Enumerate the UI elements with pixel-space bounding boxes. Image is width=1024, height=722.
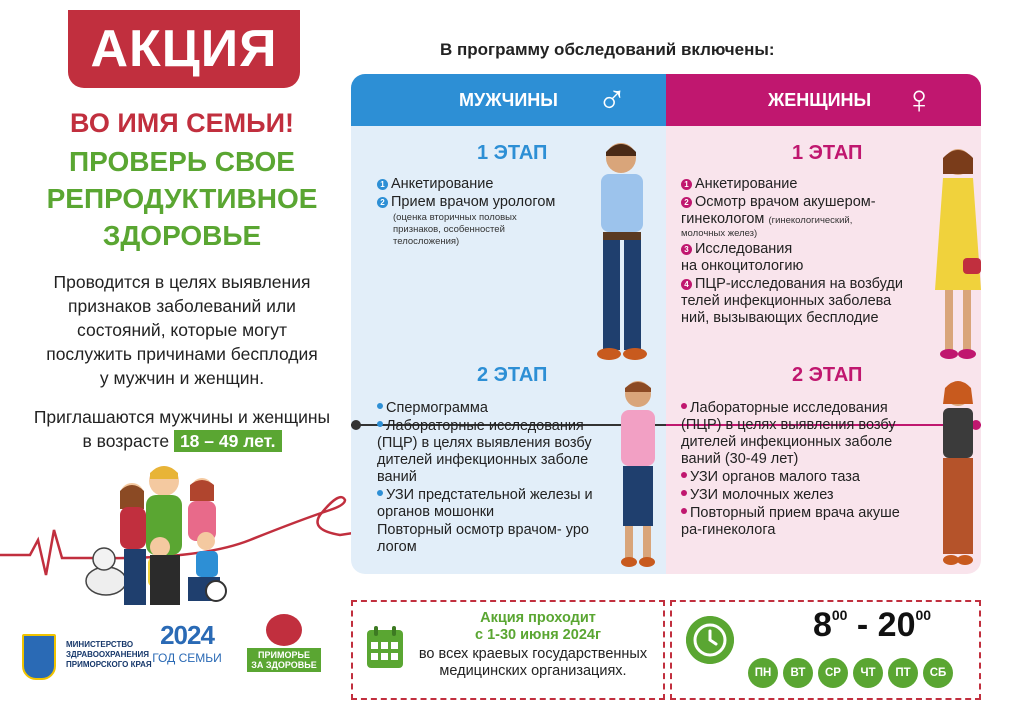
list-item-text: Повторный прием врача акуше bbox=[690, 505, 900, 521]
woman-illustration bbox=[933, 140, 981, 362]
number-badge: 4 bbox=[681, 279, 692, 290]
family-illustration bbox=[84, 455, 244, 615]
weekdays bbox=[748, 658, 953, 688]
note-line: молочных желез) bbox=[681, 228, 758, 239]
day-badge: ВТ bbox=[783, 658, 813, 688]
dates-box bbox=[351, 600, 665, 700]
list-item bbox=[377, 400, 617, 417]
list-item-text: ваний (30-49 лет) bbox=[681, 451, 799, 467]
list-item bbox=[681, 487, 921, 504]
locations-line: медицинских организациях. bbox=[439, 663, 627, 679]
list-item bbox=[377, 176, 607, 193]
men-stage1-title: 1 ЭТАП bbox=[477, 142, 548, 164]
ministry-name-line: МИНИСТЕРСТВО bbox=[66, 640, 134, 649]
list-item-text: Прием врачом урологом bbox=[391, 194, 556, 210]
day-badge: ПН bbox=[748, 658, 778, 688]
list-item bbox=[681, 400, 921, 468]
primorye-health-logo bbox=[244, 614, 324, 684]
number-badge: 3 bbox=[681, 244, 692, 255]
dates-line: Акция проходит bbox=[480, 610, 596, 626]
note-line: телосложения) bbox=[393, 236, 460, 247]
promo-dates bbox=[423, 610, 653, 644]
description-line: состояний, которые могут bbox=[77, 320, 287, 340]
list-item-text: дителей инфекционных заболе bbox=[377, 452, 589, 468]
list-item bbox=[681, 469, 921, 486]
male-symbol-icon: ♂ bbox=[597, 78, 627, 122]
slogan-family: ВО ИМЯ СЕМЬИ! bbox=[70, 108, 294, 138]
women-header-label: ЖЕНЩИНЫ bbox=[768, 90, 872, 110]
day-badge: ПТ bbox=[888, 658, 918, 688]
promo-badge: АКЦИЯ bbox=[68, 10, 300, 88]
list-item-text: Анкетирование bbox=[391, 176, 494, 192]
bullet-icon bbox=[681, 490, 687, 496]
hours-end: 20 bbox=[877, 606, 916, 644]
description-line: признаков заболеваний или bbox=[68, 296, 296, 316]
invitation-prefix: в возрасте bbox=[82, 431, 170, 451]
list-item-text: ний, вызывающих бесплодие bbox=[681, 310, 879, 326]
list-item-text: Лабораторные исследования bbox=[386, 418, 584, 434]
list-item-text: телей инфекционных заболева bbox=[681, 293, 892, 309]
bullet-icon bbox=[377, 403, 383, 409]
slogan-line: ЗДОРОВЬЕ bbox=[102, 220, 262, 251]
list-item bbox=[377, 194, 607, 211]
number-badge: 2 bbox=[681, 197, 692, 208]
program-title: В программу обследований включены: bbox=[440, 40, 775, 59]
day-badge: ЧТ bbox=[853, 658, 883, 688]
ministry-name-line: ЗДРАВООХРАНЕНИЯ bbox=[66, 650, 149, 659]
invitation bbox=[12, 405, 352, 453]
list-item-text: органов мошонки bbox=[377, 504, 495, 520]
number-badge: 1 bbox=[377, 179, 388, 190]
man-illustration bbox=[583, 136, 663, 362]
list-item-text: УЗИ предстательной железы и bbox=[386, 487, 593, 503]
list-item bbox=[377, 487, 617, 521]
women-stage1-title: 1 ЭТАП bbox=[792, 142, 863, 164]
list-item bbox=[681, 176, 911, 193]
list-item-text: ра-гинеколога bbox=[681, 522, 776, 538]
day-badge: СР bbox=[818, 658, 848, 688]
women-stage2-list bbox=[681, 400, 921, 540]
men-stage1-list bbox=[377, 176, 607, 249]
list-item-text: Лабораторные исследования bbox=[690, 400, 888, 416]
invitation-line bbox=[12, 429, 352, 453]
apple-icon bbox=[266, 614, 302, 646]
list-item-text: дителей инфекционных заболе bbox=[681, 434, 893, 450]
number-badge: 1 bbox=[681, 179, 692, 190]
women-header bbox=[666, 74, 981, 126]
hours-box bbox=[670, 600, 981, 700]
list-note bbox=[377, 212, 607, 248]
list-item-text: логом bbox=[377, 539, 417, 555]
primorye-caption-line: ПРИМОРЬЕ bbox=[258, 650, 310, 660]
note-line: признаков, особенностей bbox=[393, 224, 505, 235]
working-hours bbox=[772, 606, 972, 645]
boy-illustration bbox=[613, 374, 663, 570]
description-line: Проводится в целях выявления bbox=[53, 272, 311, 292]
bullet-icon bbox=[681, 508, 687, 514]
list-item-text: Анкетирование bbox=[695, 176, 798, 192]
description-line: у мужчин и женщин. bbox=[99, 368, 265, 388]
bullet-icon bbox=[377, 490, 383, 496]
list-item-text: (ПЦР) в целях выявления возбу bbox=[681, 417, 896, 433]
men-header-label: МУЖЧИНЫ bbox=[459, 90, 558, 110]
age-range-badge: 18 – 49 лет. bbox=[174, 430, 282, 452]
hours-end-minutes: 00 bbox=[915, 607, 932, 623]
list-item bbox=[681, 241, 911, 275]
clock-icon bbox=[686, 616, 734, 664]
women-stage1-list bbox=[681, 176, 911, 328]
year-number: 2024 bbox=[160, 620, 214, 650]
men-stage2-list bbox=[377, 400, 617, 557]
list-item-text: УЗИ молочных желез bbox=[690, 487, 834, 503]
bullet-icon bbox=[681, 403, 687, 409]
primorye-caption bbox=[247, 648, 321, 672]
year-of-family-logo bbox=[147, 620, 227, 680]
coat-of-arms-icon bbox=[22, 634, 56, 680]
primorye-caption-line: ЗА ЗДОРОВЬЕ bbox=[251, 660, 317, 670]
ministry-name-line: ПРИМОРСКОГО КРАЯ bbox=[66, 660, 152, 669]
girl-illustration bbox=[933, 374, 981, 570]
list-item-text: (ПЦР) в целях выявления возбу bbox=[377, 435, 592, 451]
female-symbol-icon: ♀ bbox=[904, 78, 934, 122]
list-item bbox=[377, 418, 617, 486]
promo-locations bbox=[403, 646, 663, 680]
list-item-text: Повторный осмотр врачом- уро bbox=[377, 522, 589, 538]
locations-line: во всех краевых государственных bbox=[418, 646, 648, 662]
bullet-icon bbox=[377, 421, 383, 427]
list-item-text: ПЦР-исследования на возбуди bbox=[695, 276, 903, 292]
hours-start-minutes: 00 bbox=[831, 607, 848, 623]
description-line: послужить причинами бесплодия bbox=[46, 344, 318, 364]
description bbox=[22, 270, 342, 390]
men-header bbox=[351, 74, 666, 126]
list-item-text: Осмотр врачом акушером- bbox=[695, 194, 876, 210]
program-table bbox=[351, 74, 981, 574]
note-line: (оценка вторичных половых bbox=[393, 212, 517, 223]
list-item-text bbox=[681, 211, 911, 228]
list-item bbox=[681, 276, 911, 327]
men-stage2-title: 2 ЭТАП bbox=[477, 364, 548, 386]
number-badge: 2 bbox=[377, 197, 388, 208]
day-badge: СБ bbox=[923, 658, 953, 688]
dates-line: с 1-30 июня 2024г bbox=[475, 627, 601, 643]
list-item-text: на онкоцитологию bbox=[681, 258, 804, 274]
calendar-icon bbox=[365, 624, 405, 670]
logos-row bbox=[22, 612, 352, 712]
list-item bbox=[681, 505, 921, 539]
slogan-check-health bbox=[0, 143, 364, 254]
list-item-text: Исследования bbox=[695, 241, 793, 257]
year-caption: ГОД СЕМЬИ bbox=[152, 651, 222, 665]
bullet-icon bbox=[681, 472, 687, 478]
note-line: (гинекологический, bbox=[768, 215, 853, 226]
hours-start: 8 bbox=[812, 606, 832, 644]
women-stage2-title: 2 ЭТАП bbox=[792, 364, 863, 386]
slogan-line: РЕПРОДУКТИВНОЕ bbox=[46, 183, 318, 214]
ministry-logo bbox=[22, 634, 162, 684]
list-item-text: УЗИ органов малого таза bbox=[690, 469, 860, 485]
divider-dot bbox=[351, 420, 361, 430]
list-item-text: гинекологом bbox=[681, 211, 765, 227]
list-item bbox=[377, 522, 617, 556]
hours-separator: - bbox=[847, 606, 878, 644]
list-item-text: ваний bbox=[377, 469, 417, 485]
slogan-line: ПРОВЕРЬ СВОЕ bbox=[69, 146, 295, 177]
list-item-text: Спермограмма bbox=[386, 400, 488, 416]
invitation-line: Приглашаются мужчины и женщины bbox=[33, 407, 331, 427]
list-item bbox=[681, 194, 911, 240]
